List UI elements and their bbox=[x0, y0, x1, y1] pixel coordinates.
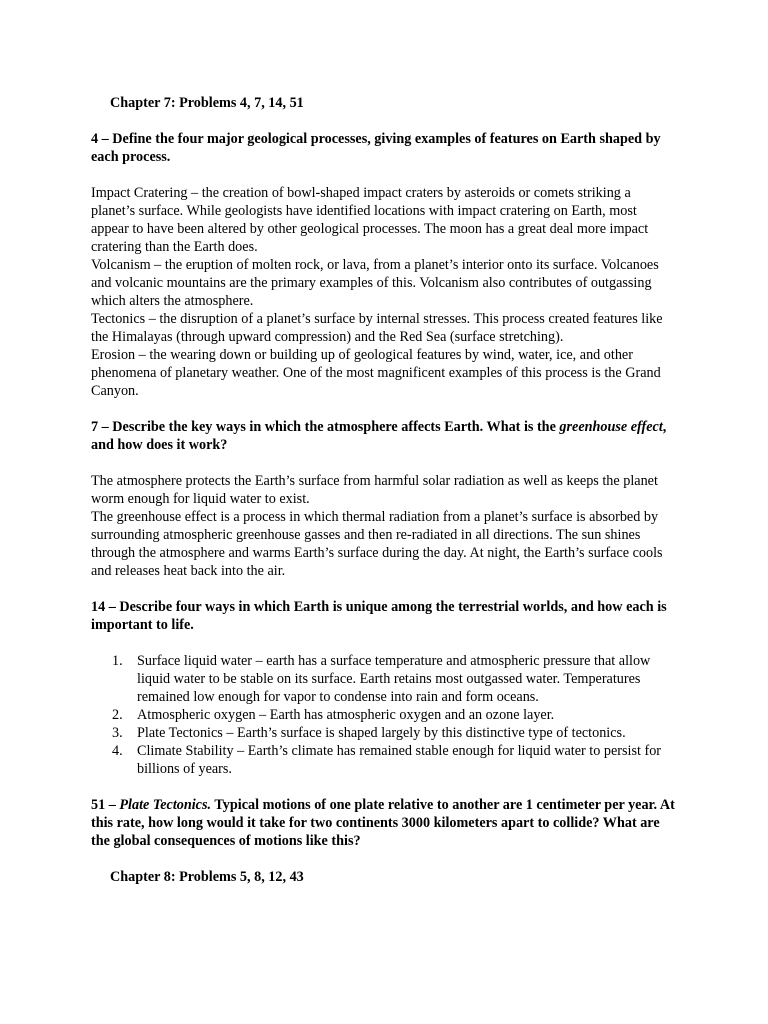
chapter-8-heading: Chapter 8: Problems 5, 8, 12, 43 bbox=[110, 869, 304, 885]
question-51-text-pre: 51 – bbox=[91, 797, 120, 813]
question-14: 14 – Describe four ways in which Earth is unique among the terrestrial worlds, and how each is important to life. bbox=[91, 599, 667, 633]
list-item-text: Surface liquid water – earth has a surface temperature and atmospheric pressure that allow liquid water to be stable on its surface. Earth retains most outgassed water. Temperatures remained low enough for vapor to condense into rain and form oceans. bbox=[137, 653, 651, 705]
list-item bbox=[112, 724, 677, 742]
question-7-text-post: , and how does it work? bbox=[91, 419, 667, 453]
answer-7-atmosphere: The atmosphere protects the Earth’s surface from harmful solar radiation as well as keeps the planet worm enough for liquid water to exist. bbox=[91, 473, 658, 507]
unique-features-list bbox=[91, 652, 677, 778]
question-7 bbox=[91, 418, 677, 454]
list-item bbox=[112, 652, 677, 706]
list-item bbox=[112, 706, 677, 724]
list-item-number: 2. bbox=[112, 707, 123, 723]
list-item bbox=[112, 742, 677, 778]
list-item-text: Climate Stability – Earth’s climate has remained stable enough for liquid water to persist for billions of years. bbox=[137, 743, 662, 777]
answer-7-greenhouse: The greenhouse effect is a process in which thermal radiation from a planet’s surface is absorbed by surrounding atmospheric greenhouse gasses and then re-radiated in all directions. The sun shines through the atmosphere and warms Earth’s surface during the day. At night, the Earth’s surface cools and releases heat back into the air. bbox=[91, 509, 663, 579]
list-item-number: 1. bbox=[112, 653, 123, 669]
chapter-7-heading: Chapter 7: Problems 4, 7, 14, 51 bbox=[110, 95, 304, 111]
list-item-text: Plate Tectonics – Earth’s surface is shaped largely by this distinctive type of tectonics. bbox=[137, 725, 626, 741]
answer-4-erosion: Erosion – the wearing down or building up of geological features by wind, water, ice, and other phenomena of planetary weather. One of the most magnificent examples of this process is the Grand Canyon. bbox=[91, 347, 661, 399]
list-item-number: 3. bbox=[112, 725, 123, 741]
question-51-text-post: Typical motions of one plate relative to another are 1 centimeter per year. At this rate, how long would it take for two continents 3000 kilometers apart to collide? What are the global consequences of motions like this? bbox=[91, 797, 675, 849]
question-7-text-pre: 7 – Describe the key ways in which the atmosphere affects Earth. What is the bbox=[91, 419, 560, 435]
list-item-text: Atmospheric oxygen – Earth has atmospheric oxygen and an ozone layer. bbox=[137, 707, 555, 723]
question-51-text-italic: Plate Tectonics. bbox=[119, 797, 212, 813]
answer-4-tectonics: Tectonics – the disruption of a planet’s surface by internal stresses. This process created features like the Himalayas (through upward compression) and the Red Sea (surface stretching). bbox=[91, 311, 663, 345]
question-4: 4 – Define the four major geological processes, giving examples of features on Earth shaped by each process. bbox=[91, 131, 661, 165]
list-item-number: 4. bbox=[112, 743, 123, 759]
question-7-text-italic: greenhouse effect bbox=[559, 419, 663, 435]
question-51 bbox=[91, 796, 677, 850]
document-page bbox=[91, 94, 677, 886]
answer-4-impact-cratering: Impact Cratering – the creation of bowl-shaped impact craters by asteroids or comets striking a planet’s surface. While geologists have identified locations with impact cratering on Earth, most appear to have been altered by other geological processes. The moon has a great deal more impact cratering than the Earth does. bbox=[91, 185, 649, 255]
answer-4-volcanism: Volcanism – the eruption of molten rock, or lava, from a planet’s interior onto its surface. Volcanoes and volcanic mountains are the primary examples of this. Volcanism also contributes of outgassing which alters the atmosphere. bbox=[91, 257, 659, 309]
